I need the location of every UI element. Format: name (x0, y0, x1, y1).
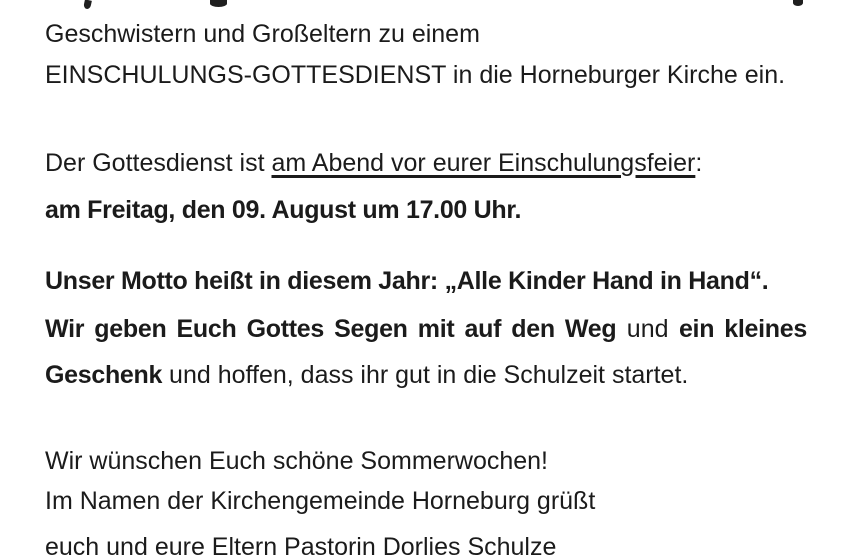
cropped-text-fragment (793, 0, 803, 6)
schedule-underlined-phrase: am Abend vor eurer Einschulungsfeier (271, 149, 696, 177)
kleines-bold-text: ein kleines (678, 315, 807, 343)
motto-headline-line: Unser Motto heißt in diesem Jahr: „Alle Kinder Hand in Hand“. (45, 267, 769, 295)
wishes-line: Wir wünschen Euch schöne Sommerwochen! (45, 447, 549, 475)
segen-line (45, 317, 807, 342)
intro-line-families: Geschwistern und Großeltern zu einem (45, 20, 480, 48)
segen-bold-text: Wir geben Euch Gottes Segen mit auf den Weg (45, 315, 617, 343)
geschenk-line (45, 363, 807, 388)
greeting-line-1: Im Namen der Kirchengemeinde Horneburg grüßt (45, 487, 596, 515)
schedule-prefix: Der Gottesdienst ist (45, 149, 272, 177)
cropped-text-fragment (83, 0, 92, 10)
cropped-text-fragment (210, 0, 227, 7)
geschenk-rest-text: und hoffen, dass ihr gut in die Schulzeit startet. (162, 361, 689, 389)
geschenk-bold-text: Geschenk (45, 361, 163, 389)
schedule-datetime-line: am Freitag, den 09. August um 17.00 Uhr. (45, 196, 522, 224)
intro-line-gottesdienst: EINSCHULUNGS-GOTTESDIENST in die Horneburger Kirche ein. (45, 61, 786, 89)
schedule-colon: : (695, 149, 703, 177)
schedule-line (45, 151, 807, 176)
greeting-line-2: euch und eure Eltern Pastorin Dorlies Schulze (45, 533, 557, 560)
segen-und-text: und (616, 315, 679, 343)
